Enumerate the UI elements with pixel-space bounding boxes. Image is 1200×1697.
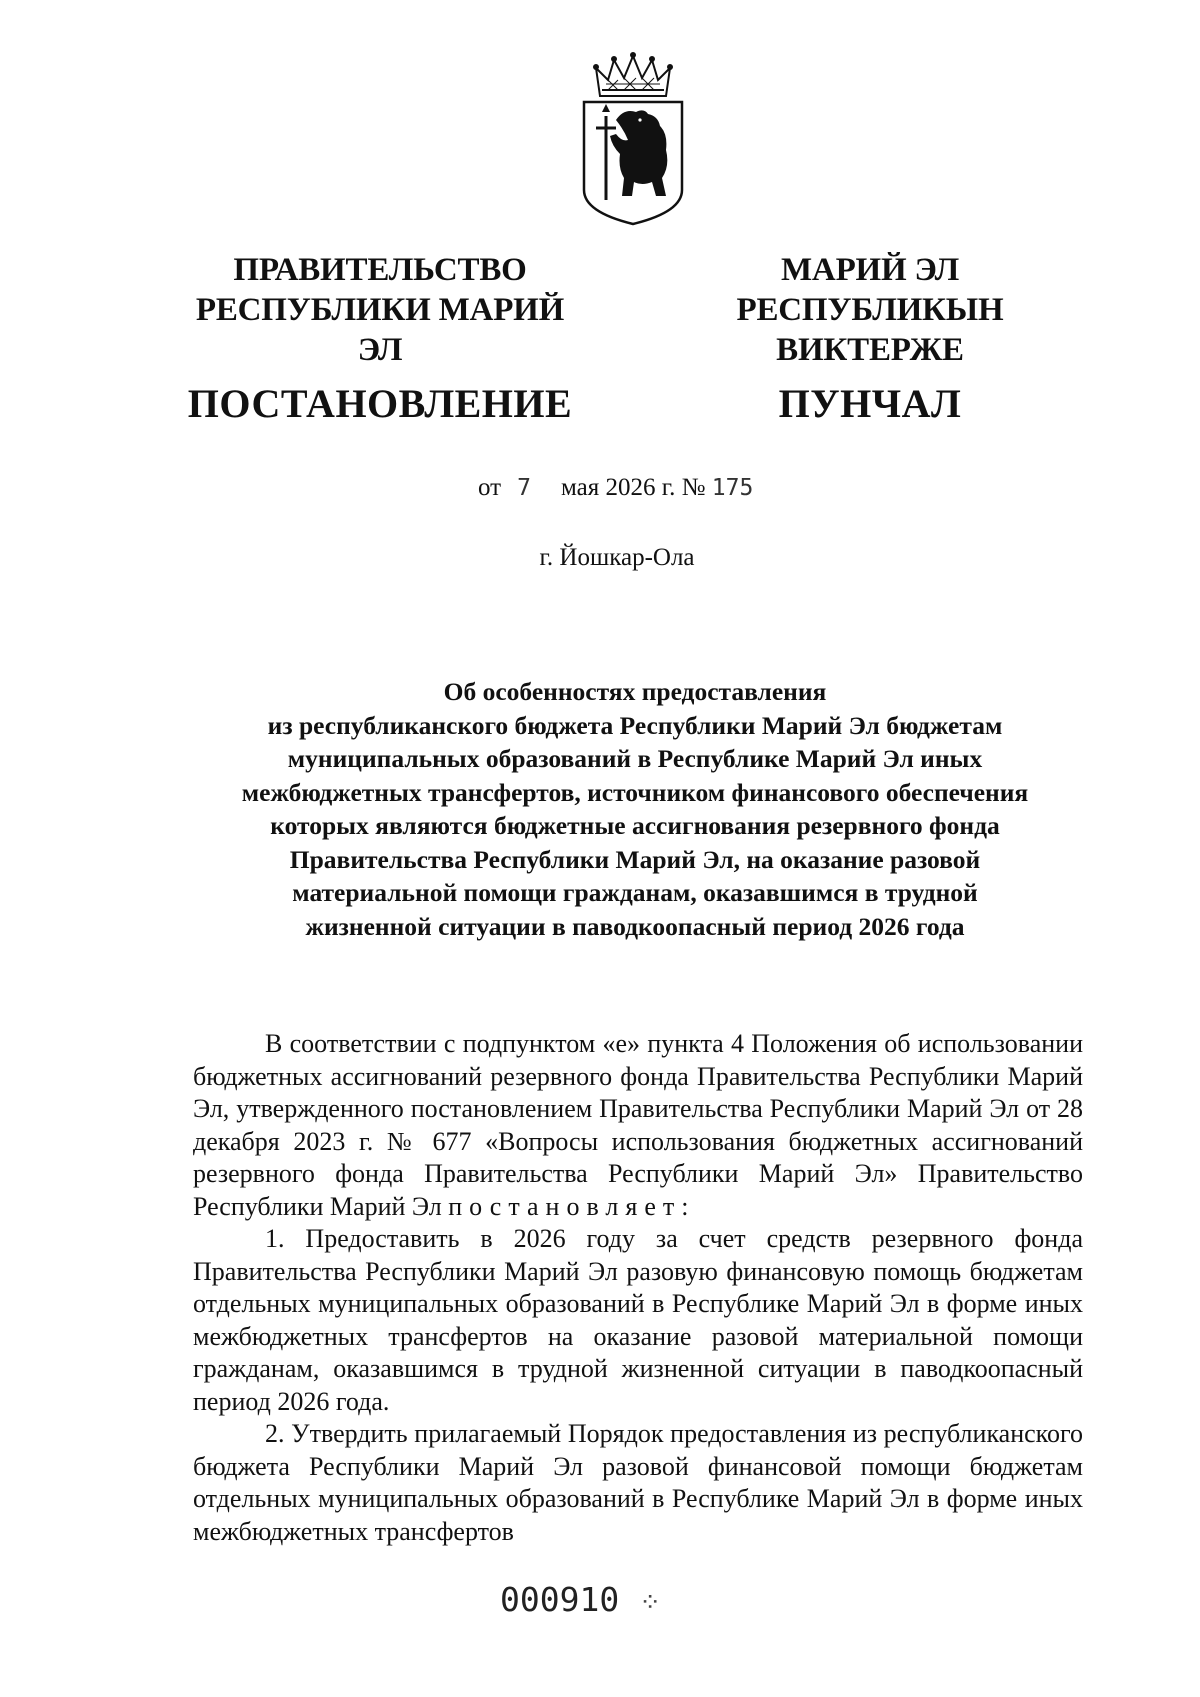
serial-number: 000910 [500, 1580, 620, 1619]
document-number: 175 [711, 475, 754, 501]
title-line: жизненной ситуации в паводкоопасный период 2026 года [305, 911, 965, 941]
title-line: материальной помощи гражданам, оказавшимся в трудной [292, 878, 978, 907]
title-line: из республиканского бюджета Республики Марий Эл бюджетам [267, 710, 1003, 740]
paragraph-item-2: 2. Утвердить прилагаемый Порядок предоставления из республиканского бюджета Республики Марий Эл разовой финансовой помощи бюджетам отдельных муниципальных образований в Республике Марий Эл в форме иных межбюджетных трансфертов [193, 1419, 1083, 1546]
paragraph-item-1: 1. Предоставить в 2026 году за счет средств резервного фонда Правительства Республики Марий Эл разовую финансовую помощь бюджетам отдельных муниципальных образований в Республике Марий Эл в форме иных межбюджетных трансфертов на оказание разовой материальной помощи гражданам, оказавшимся в трудной жизненной ситуации в паводкоопасный период 2026 года. [193, 1224, 1083, 1416]
title-line: Об особенностях предоставления [443, 677, 827, 706]
org-name-line-2: ВИКТЕРЖЕ [776, 332, 964, 368]
document-title [180, 675, 1090, 943]
preamble-text: В соответствии с подпунктом «е» пункта 4 Положения об использовании бюджетных ассигнований резервного фонда Правительства Республики Марий Эл, утвержденного постановлением Правительства Республики Марий Эл от 28 декабря 2023 г. № 677 «Вопросы использования бюджетных ассигнований резервного фонда Правительства Республики Марий Эл» Правительство Республики Марий Эл [193, 1029, 1083, 1221]
paragraph-preamble [193, 1028, 1083, 1223]
coat-of-arms-icon [578, 50, 688, 226]
document-type: ПОСТАНОВЛЕНИЕ [187, 381, 573, 426]
header-right-mari [655, 250, 1085, 428]
title-line: межбюджетных трансфертов, источником финансового обеспечения [241, 777, 1029, 807]
header-left-ru [180, 250, 580, 428]
date-month-year: мая 2026 г. № [560, 474, 706, 501]
date-prefix: от [478, 474, 502, 501]
title-line: которых являются бюджетные ассигнования резервного фонда [270, 811, 1000, 840]
title-line: муниципальных образований в Республике Марий Эл иных [287, 744, 983, 773]
resolves-word: постановляет: [448, 1191, 696, 1221]
document-type: ПУНЧАЛ [778, 381, 962, 426]
document-body [193, 1028, 1083, 1548]
org-name-line-2: РЕСПУБЛИКИ МАРИЙ ЭЛ [195, 292, 565, 368]
document-date [478, 474, 753, 502]
stamp-mark-icon: ⁘ [639, 1588, 662, 1618]
date-day: 7 [517, 475, 531, 501]
title-line: Правительства Республики Марий Эл, на оказание разовой [289, 844, 981, 874]
org-name-line-1: ПРАВИТЕЛЬСТВО [233, 252, 527, 288]
city: г. Йошкар-Ола [539, 544, 695, 571]
org-name-line-1: МАРИЙ ЭЛ РЕСПУБЛИКЫН [736, 252, 1004, 328]
footer-serial [500, 1580, 661, 1619]
